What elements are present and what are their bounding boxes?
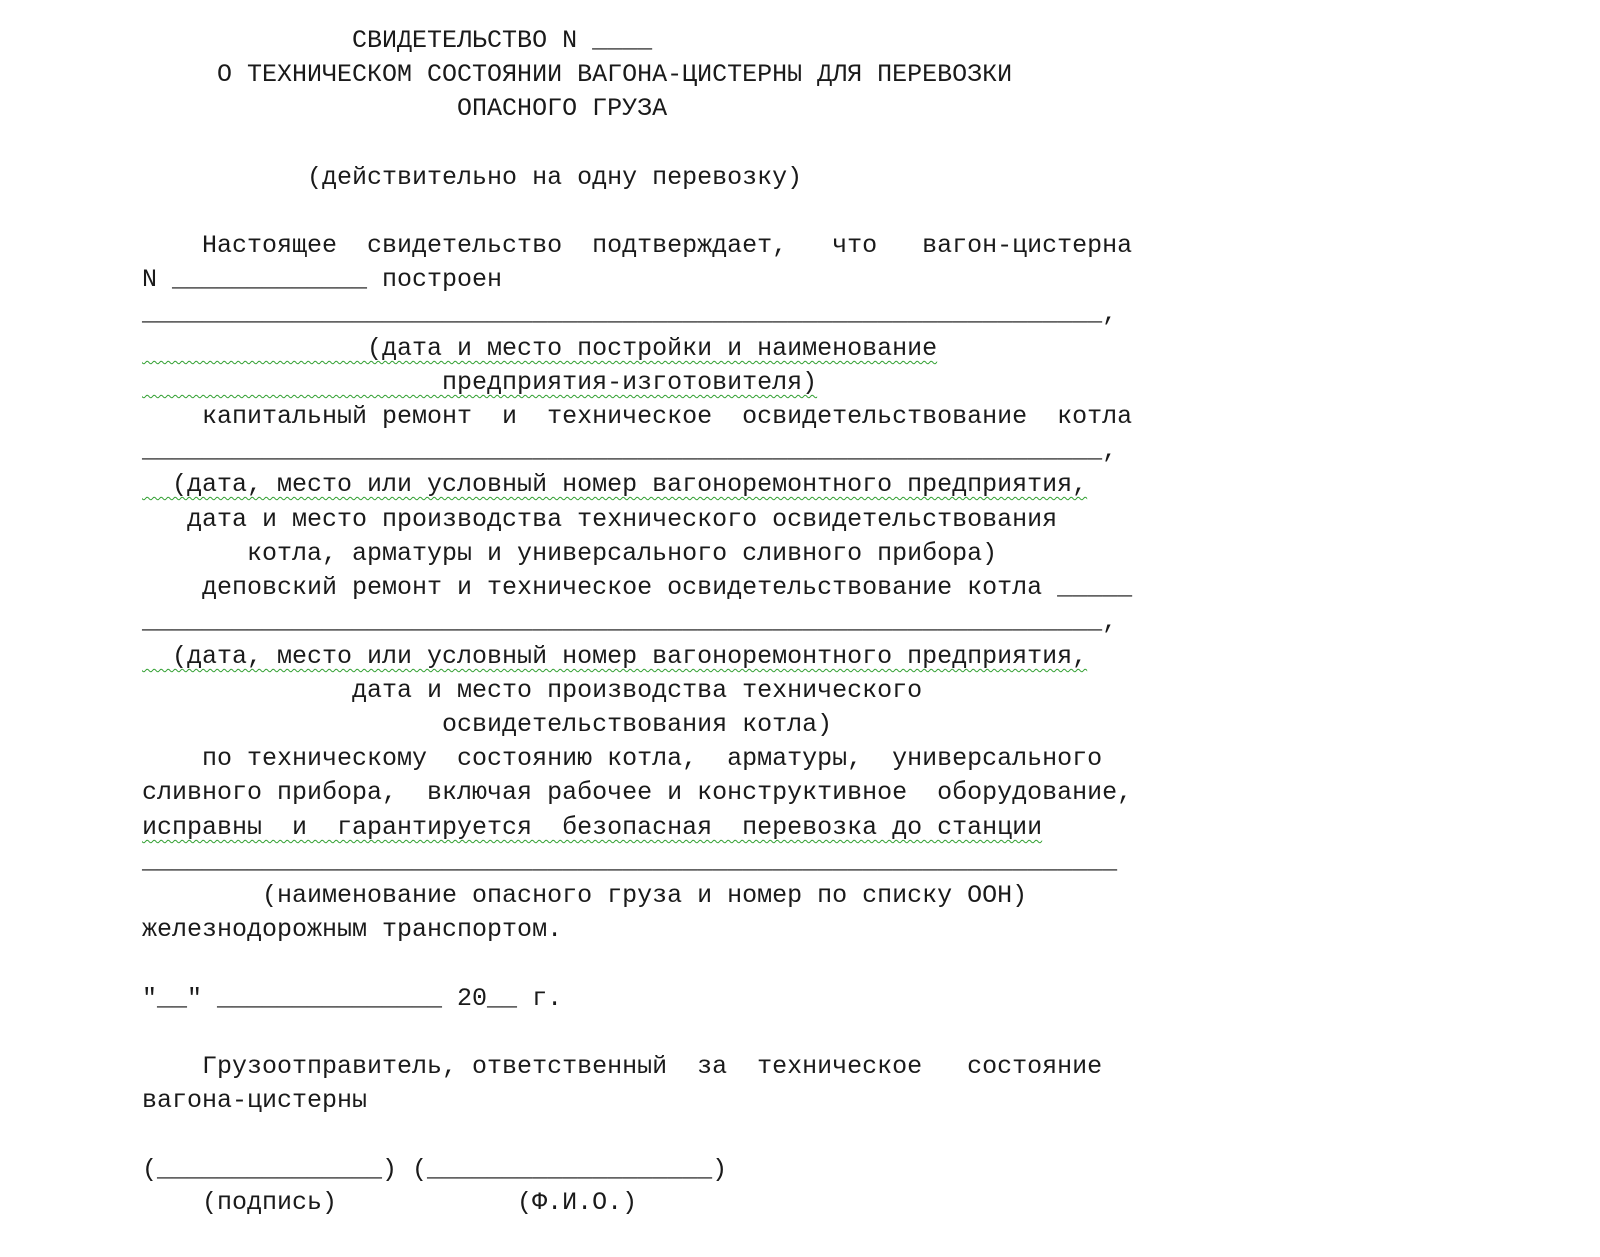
certificate-title: СВИДЕТЕЛЬСТВО N ____ (142, 26, 653, 55)
body-caption-line: (дата, место или условный номер вагоноремонтного предприятия, (142, 642, 1088, 671)
body-caption-line: освидетельствования котла) (142, 710, 833, 739)
body-caption-line: (дата, место или условный номер вагоноремонтного предприятия, (142, 470, 1088, 499)
validity-note: (действительно на одну перевозку) (142, 163, 803, 192)
shipper-line-2: вагона-цистерны (142, 1086, 368, 1115)
body-line: железнодорожным транспортом. (142, 915, 563, 944)
body-line: сливного прибора, включая рабочее и конструктивное оборудование, (142, 778, 1133, 807)
body-caption-line: (дата и место постройки и наименование (142, 334, 938, 363)
body-line: исправны и гарантируется безопасная перевозка до станции (142, 813, 1043, 842)
certificate-subtitle-line-1: О ТЕХНИЧЕСКОМ СОСТОЯНИИ ВАГОНА-ЦИСТЕРНЫ ДЛЯ ПЕРЕВОЗКИ (142, 60, 1013, 89)
shipper-line-1: Грузоотправитель, ответственный за техническое состояние (142, 1052, 1103, 1081)
body-caption-line: дата и место производства технического освидетельствования (142, 505, 1058, 534)
signature-captions: (подпись) (Ф.И.О.) (142, 1188, 638, 1217)
date-line: "__" _______________ 20__ г. (142, 984, 563, 1013)
body-line: ________________________________________________________________, (142, 607, 1118, 636)
body-caption-line: котла, арматуры и универсального сливного прибора) (142, 539, 998, 568)
body-line: капитальный ремонт и техническое освидетельствование котла (142, 402, 1133, 431)
body-line: ________________________________________________________________, (142, 299, 1118, 328)
body-line: по техническому состоянию котла, арматуры, универсального (142, 744, 1103, 773)
body-line: N _____________ построен (142, 265, 503, 294)
signature-line: (_______________) (___________________) (142, 1155, 728, 1184)
body-line: _________________________________________________________________ (142, 847, 1118, 876)
body-line: деповский ремонт и техническое освидетельствование котла _____ (142, 573, 1133, 602)
body-caption-line: дата и место производства технического (142, 676, 923, 705)
body-caption-line: предприятия-изготовителя) (142, 368, 818, 397)
certificate-subtitle-line-2: ОПАСНОГО ГРУЗА (142, 94, 668, 123)
body-line: ________________________________________________________________, (142, 436, 1118, 465)
body-caption-line: (наименование опасного груза и номер по списку ООН) (142, 881, 1028, 910)
body-line: Настоящее свидетельство подтверждает, что вагон-цистерна (142, 231, 1133, 260)
